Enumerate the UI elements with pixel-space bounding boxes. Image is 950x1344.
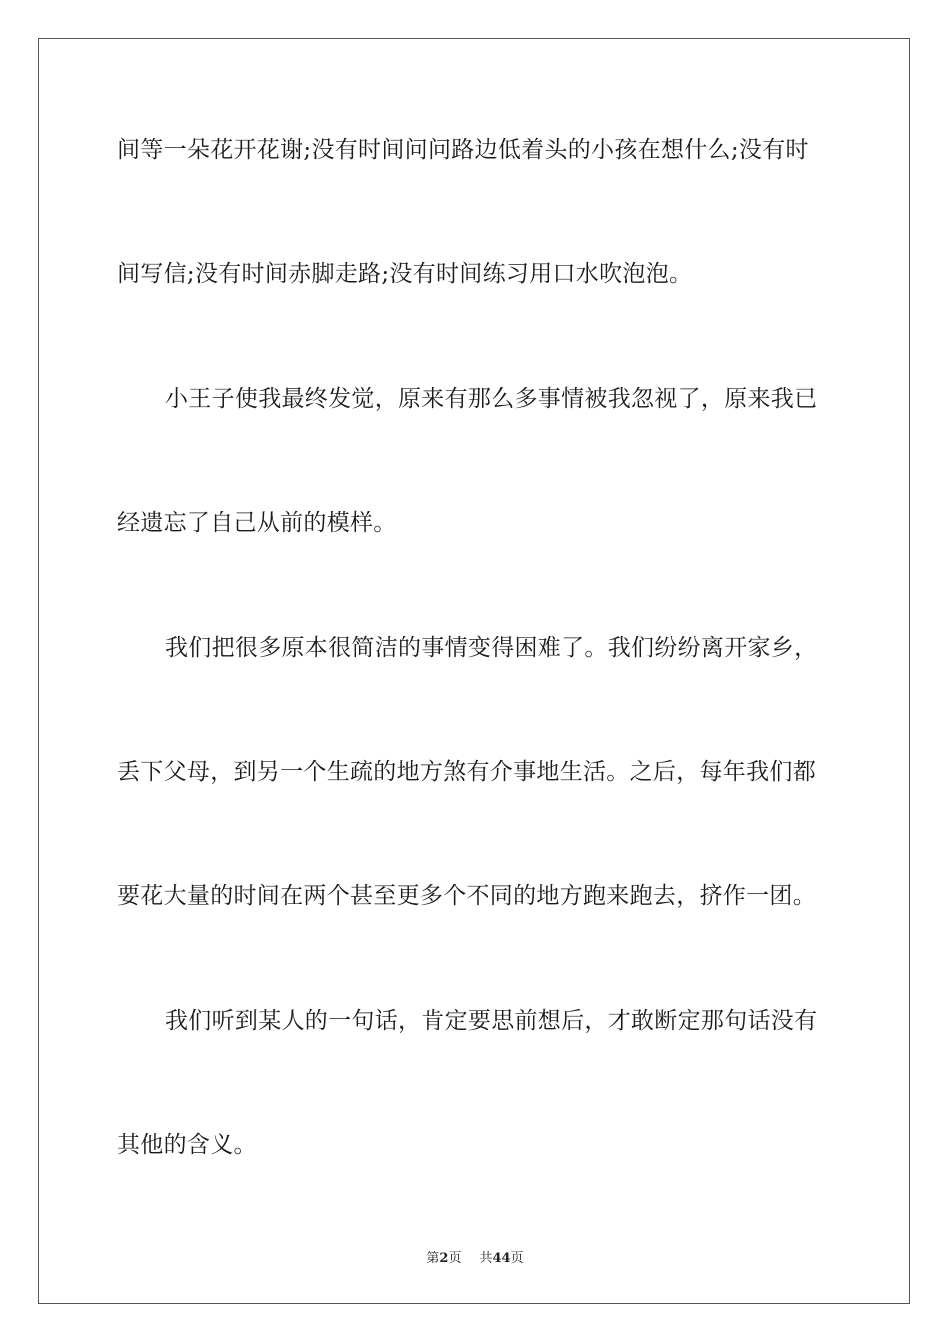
paragraph-line-1: 间等一朵花开花谢;没有时间问问路边低着头的小孩在想什么;没有时 xyxy=(117,137,809,163)
paragraph-line-6: 丢下父母，到另一个生疏的地方煞有介事地生活。之后，每年我们都 xyxy=(117,759,816,785)
total-pages: 44 xyxy=(492,1251,511,1266)
page-label-prefix: 第 xyxy=(426,1251,440,1266)
total-label-prefix: 共 xyxy=(479,1251,493,1266)
page-footer xyxy=(0,1247,950,1266)
paragraph-line-4: 经遗忘了自己从前的模样。 xyxy=(117,510,397,536)
paragraph-line-2: 间写信;没有时间赤脚走路;没有时间练习用口水吹泡泡。 xyxy=(117,261,693,287)
page-label-suffix: 页 xyxy=(448,1251,462,1266)
paragraph-line-3: 小王子使我最终发觉，原来有那么多事情被我忽视了，原来我已 xyxy=(165,386,818,412)
paragraph-line-7: 要花大量的时间在两个甚至更多个不同的地方跑来跑去，挤作一团。 xyxy=(117,883,816,909)
paragraph-line-8: 我们听到某人的一句话，肯定要思前想后，才敢断定那句话没有 xyxy=(165,1008,818,1034)
page-number: 2 xyxy=(439,1251,449,1266)
total-label-suffix: 页 xyxy=(510,1251,524,1266)
paragraph-line-9: 其他的含义。 xyxy=(117,1132,257,1158)
page-border xyxy=(38,38,910,1304)
paragraph-line-5: 我们把很多原本很简洁的事情变得困难了。我们纷纷离开家乡， xyxy=(165,635,818,661)
